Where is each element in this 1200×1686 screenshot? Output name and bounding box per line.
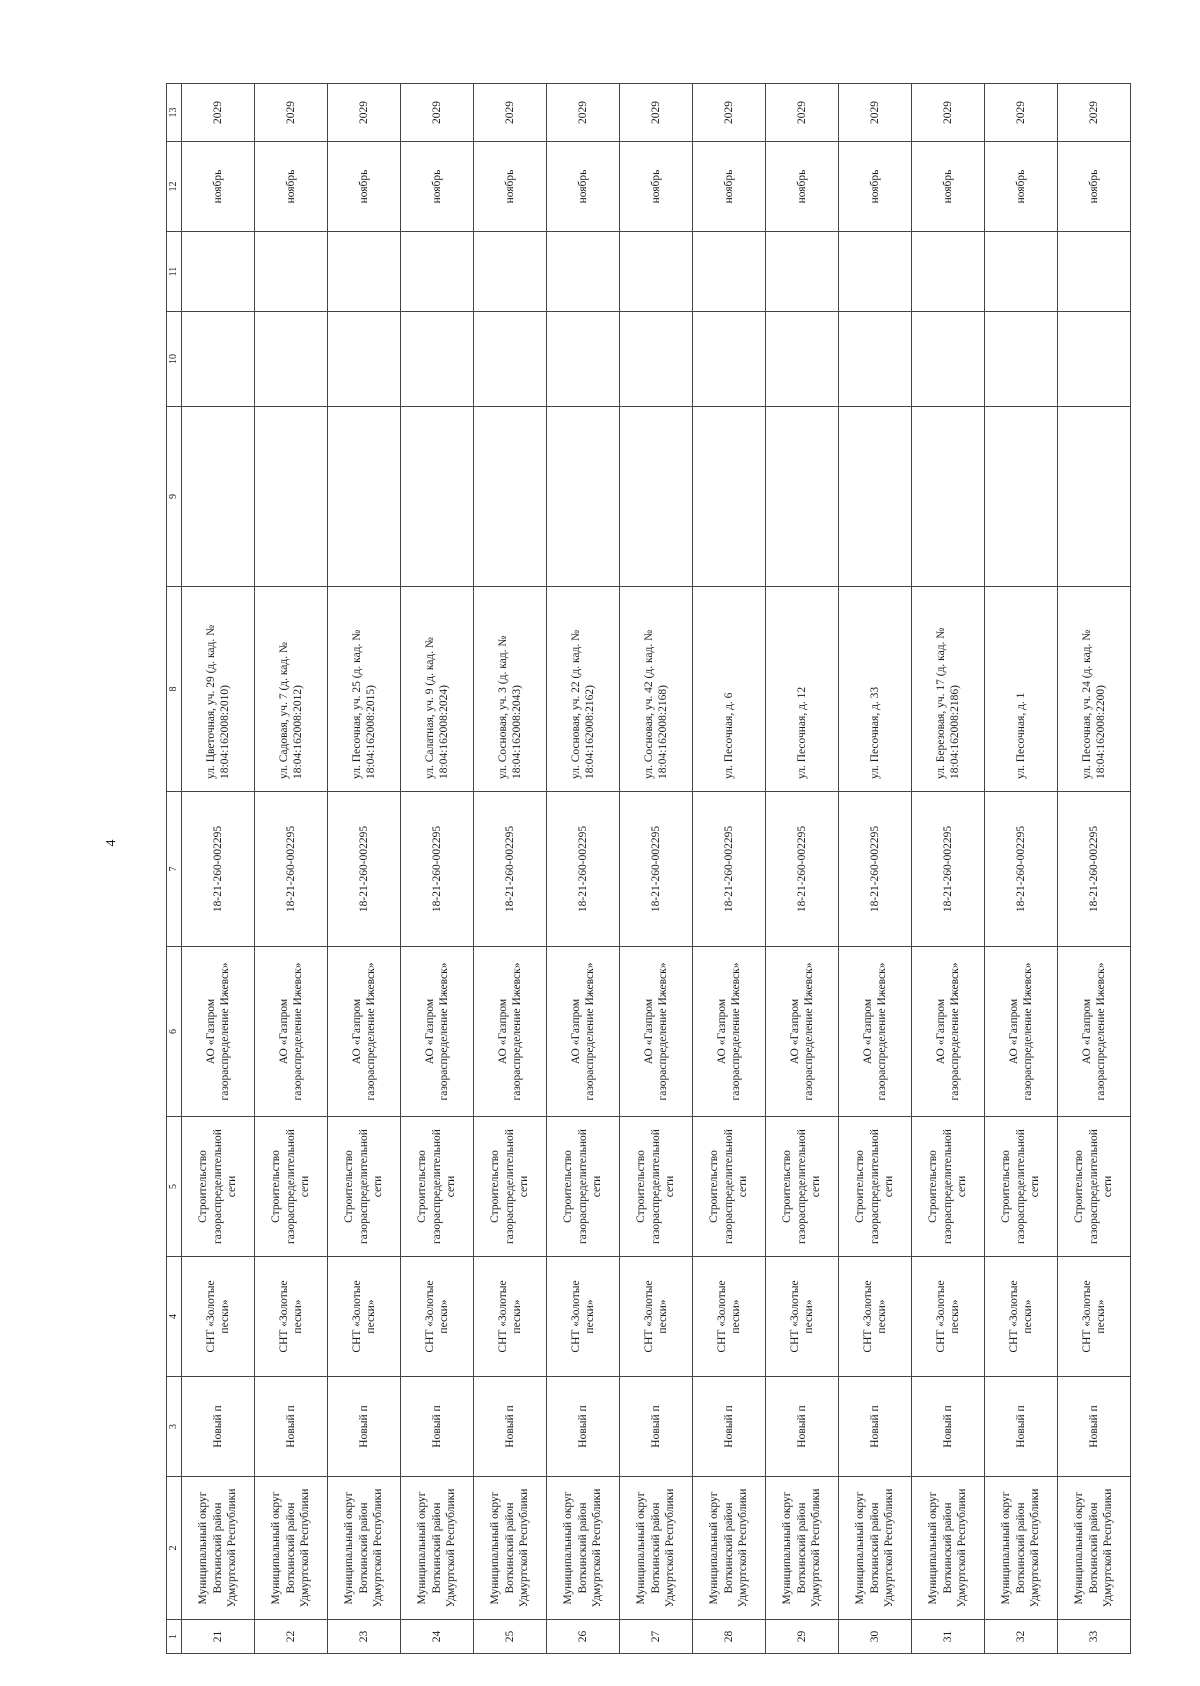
municipality-cell: Муниципальный округ Воткинский район Удмуртской Республики (693, 1477, 766, 1620)
organization-cell: АО «Газпром газораспределение Ижевск» (255, 947, 328, 1117)
address-cell: ул. Цветочная, уч. 29 (д. кад. № 18:04:162008:2010) (182, 587, 255, 792)
col9-cell (328, 407, 401, 587)
municipality-cell: Муниципальный округ Воткинский район Удмуртской Республики (839, 1477, 912, 1620)
municipality-cell: Муниципальный округ Воткинский район Удмуртской Республики (182, 1477, 255, 1620)
row-number-cell: 21 (182, 1620, 255, 1654)
address-cell: ул. Сосновая, уч. 3 (д. кад. № 18:04:162008:2043) (474, 587, 547, 792)
table-row (620, 84, 693, 1654)
municipality-cell: Муниципальный округ Воткинский район Удмуртской Республики (985, 1477, 1058, 1620)
page-number: 4 (104, 839, 119, 847)
col9-cell (985, 407, 1058, 587)
rotated-table-container (166, 84, 1115, 1654)
table-row (255, 84, 328, 1654)
col11-cell (474, 232, 547, 312)
col10-cell (693, 312, 766, 407)
municipality-cell: Муниципальный округ Воткинский район Удмуртской Республики (1058, 1477, 1131, 1620)
code-cell: 18-21-260-002295 (693, 792, 766, 947)
col11-cell (693, 232, 766, 312)
municipality-cell: Муниципальный округ Воткинский район Удмуртской Республики (912, 1477, 985, 1620)
row-number-cell: 23 (328, 1620, 401, 1654)
column-number-1: 1 (167, 1620, 182, 1654)
table-row (985, 84, 1058, 1654)
col11-cell (985, 232, 1058, 312)
work-type-cell: Строительство газораспределительной сети (985, 1117, 1058, 1257)
work-type-cell: Строительство газораспределительной сети (766, 1117, 839, 1257)
row-number-cell: 33 (1058, 1620, 1131, 1654)
column-number-11: 11 (167, 232, 182, 312)
snt-cell: СНТ «Золотые пески» (693, 1257, 766, 1377)
code-cell: 18-21-260-002295 (839, 792, 912, 947)
work-type-cell: Строительство газораспределительной сети (182, 1117, 255, 1257)
settlement-cell: Новый п (474, 1377, 547, 1477)
snt-cell: СНТ «Золотые пески» (1058, 1257, 1131, 1377)
municipality-cell: Муниципальный округ Воткинский район Удмуртской Республики (401, 1477, 474, 1620)
settlement-cell: Новый п (693, 1377, 766, 1477)
snt-cell: СНТ «Золотые пески» (547, 1257, 620, 1377)
snt-cell: СНТ «Золотые пески» (182, 1257, 255, 1377)
address-cell: ул. Садовая, уч. 7 (д. кад. № 18:04:162008:2012) (255, 587, 328, 792)
work-type-cell: Строительство газораспределительной сети (1058, 1117, 1131, 1257)
settlement-cell: Новый п (328, 1377, 401, 1477)
col10-cell (766, 312, 839, 407)
table-row (1058, 84, 1131, 1654)
work-type-cell: Строительство газораспределительной сети (255, 1117, 328, 1257)
row-number-cell: 24 (401, 1620, 474, 1654)
col9-cell (620, 407, 693, 587)
address-cell: ул. Песочная, д. 33 (839, 587, 912, 792)
settlement-cell: Новый п (839, 1377, 912, 1477)
municipality-cell: Муниципальный округ Воткинский район Удмуртской Республики (328, 1477, 401, 1620)
address-cell: ул. Песочная, д. 12 (766, 587, 839, 792)
year-cell: 2029 (1058, 84, 1131, 142)
municipality-cell: Муниципальный округ Воткинский район Удмуртской Республики (474, 1477, 547, 1620)
organization-cell: АО «Газпром газораспределение Ижевск» (985, 947, 1058, 1117)
code-cell: 18-21-260-002295 (1058, 792, 1131, 947)
col11-cell (401, 232, 474, 312)
settlement-cell: Новый п (547, 1377, 620, 1477)
organization-cell: АО «Газпром газораспределение Ижевск» (547, 947, 620, 1117)
snt-cell: СНТ «Золотые пески» (255, 1257, 328, 1377)
code-cell: 18-21-260-002295 (912, 792, 985, 947)
col10-cell (547, 312, 620, 407)
settlement-cell: Новый п (766, 1377, 839, 1477)
month-cell: ноябрь (1058, 142, 1131, 232)
column-number-6: 6 (167, 947, 182, 1117)
row-number-cell: 27 (620, 1620, 693, 1654)
year-cell: 2029 (547, 84, 620, 142)
col10-cell (1058, 312, 1131, 407)
year-cell: 2029 (401, 84, 474, 142)
col9-cell (255, 407, 328, 587)
col11-cell (912, 232, 985, 312)
col10-cell (912, 312, 985, 407)
col9-cell (766, 407, 839, 587)
address-cell: ул. Салатная, уч. 9 (д. кад. № 18:04:162008:2024) (401, 587, 474, 792)
code-cell: 18-21-260-002295 (255, 792, 328, 947)
col10-cell (255, 312, 328, 407)
col9-cell (401, 407, 474, 587)
col11-cell (1058, 232, 1131, 312)
col9-cell (1058, 407, 1131, 587)
table-row (474, 84, 547, 1654)
code-cell: 18-21-260-002295 (766, 792, 839, 947)
work-type-cell: Строительство газораспределительной сети (693, 1117, 766, 1257)
address-cell: ул. Березовая, уч. 17 (д. кад. № 18:04:162008:2186) (912, 587, 985, 792)
month-cell: ноябрь (766, 142, 839, 232)
col10-cell (474, 312, 547, 407)
year-cell: 2029 (912, 84, 985, 142)
organization-cell: АО «Газпром газораспределение Ижевск» (620, 947, 693, 1117)
col11-cell (839, 232, 912, 312)
work-type-cell: Строительство газораспределительной сети (839, 1117, 912, 1257)
table-row (839, 84, 912, 1654)
col9-cell (912, 407, 985, 587)
row-number-cell: 22 (255, 1620, 328, 1654)
column-number-8: 8 (167, 587, 182, 792)
municipality-cell: Муниципальный округ Воткинский район Удмуртской Республики (255, 1477, 328, 1620)
month-cell: ноябрь (985, 142, 1058, 232)
address-cell: ул. Песочная, д. 6 (693, 587, 766, 792)
month-cell: ноябрь (255, 142, 328, 232)
table-row (547, 84, 620, 1654)
row-number-cell: 25 (474, 1620, 547, 1654)
municipality-cell: Муниципальный округ Воткинский район Удмуртской Республики (620, 1477, 693, 1620)
row-number-cell: 29 (766, 1620, 839, 1654)
column-number-5: 5 (167, 1117, 182, 1257)
table-row (693, 84, 766, 1654)
month-cell: ноябрь (693, 142, 766, 232)
month-cell: ноябрь (328, 142, 401, 232)
table-row (766, 84, 839, 1654)
table-row (912, 84, 985, 1654)
organization-cell: АО «Газпром газораспределение Ижевск» (839, 947, 912, 1117)
code-cell: 18-21-260-002295 (620, 792, 693, 947)
organization-cell: АО «Газпром газораспределение Ижевск» (912, 947, 985, 1117)
col10-cell (620, 312, 693, 407)
month-cell: ноябрь (474, 142, 547, 232)
year-cell: 2029 (839, 84, 912, 142)
year-cell: 2029 (620, 84, 693, 142)
organization-cell: АО «Газпром газораспределение Ижевск» (328, 947, 401, 1117)
snt-cell: СНТ «Золотые пески» (401, 1257, 474, 1377)
work-type-cell: Строительство газораспределительной сети (474, 1117, 547, 1257)
snt-cell: СНТ «Золотые пески» (985, 1257, 1058, 1377)
settlement-cell: Новый п (255, 1377, 328, 1477)
month-cell: ноябрь (401, 142, 474, 232)
snt-cell: СНТ «Золотые пески» (620, 1257, 693, 1377)
work-type-cell: Строительство газораспределительной сети (328, 1117, 401, 1257)
month-cell: ноябрь (912, 142, 985, 232)
month-cell: ноябрь (182, 142, 255, 232)
table-row (182, 84, 255, 1654)
work-type-cell: Строительство газораспределительной сети (401, 1117, 474, 1257)
row-number-cell: 32 (985, 1620, 1058, 1654)
column-number-13: 13 (167, 84, 182, 142)
settlement-cell: Новый п (985, 1377, 1058, 1477)
col11-cell (182, 232, 255, 312)
table-row (328, 84, 401, 1654)
settlement-cell: Новый п (182, 1377, 255, 1477)
organization-cell: АО «Газпром газораспределение Ижевск» (1058, 947, 1131, 1117)
code-cell: 18-21-260-002295 (401, 792, 474, 947)
table-row (401, 84, 474, 1654)
settlement-cell: Новый п (620, 1377, 693, 1477)
row-number-cell: 28 (693, 1620, 766, 1654)
col10-cell (839, 312, 912, 407)
column-number-10: 10 (167, 312, 182, 407)
work-type-cell: Строительство газораспределительной сети (912, 1117, 985, 1257)
snt-cell: СНТ «Золотые пески» (766, 1257, 839, 1377)
municipality-cell: Муниципальный округ Воткинский район Удмуртской Республики (547, 1477, 620, 1620)
row-number-cell: 31 (912, 1620, 985, 1654)
month-cell: ноябрь (839, 142, 912, 232)
settlement-cell: Новый п (912, 1377, 985, 1477)
year-cell: 2029 (693, 84, 766, 142)
col9-cell (547, 407, 620, 587)
col10-cell (182, 312, 255, 407)
snt-cell: СНТ «Золотые пески» (474, 1257, 547, 1377)
schedule-table (166, 83, 1131, 1654)
row-number-cell: 26 (547, 1620, 620, 1654)
year-cell: 2029 (255, 84, 328, 142)
column-number-7: 7 (167, 792, 182, 947)
col9-cell (693, 407, 766, 587)
snt-cell: СНТ «Золотые пески» (839, 1257, 912, 1377)
year-cell: 2029 (474, 84, 547, 142)
municipality-cell: Муниципальный округ Воткинский район Удмуртской Республики (766, 1477, 839, 1620)
organization-cell: АО «Газпром газораспределение Ижевск» (401, 947, 474, 1117)
column-number-9: 9 (167, 407, 182, 587)
address-cell: ул. Сосновая, уч. 42 (д. кад. № 18:04:162008:2168) (620, 587, 693, 792)
work-type-cell: Строительство газораспределительной сети (547, 1117, 620, 1257)
year-cell: 2029 (328, 84, 401, 142)
col10-cell (985, 312, 1058, 407)
col9-cell (182, 407, 255, 587)
col11-cell (547, 232, 620, 312)
col11-cell (620, 232, 693, 312)
column-number-2: 2 (167, 1477, 182, 1620)
column-number-row (167, 84, 182, 1654)
col9-cell (474, 407, 547, 587)
year-cell: 2029 (182, 84, 255, 142)
col10-cell (328, 312, 401, 407)
organization-cell: АО «Газпром газораспределение Ижевск» (182, 947, 255, 1117)
code-cell: 18-21-260-002295 (547, 792, 620, 947)
snt-cell: СНТ «Золотые пески» (328, 1257, 401, 1377)
code-cell: 18-21-260-002295 (985, 792, 1058, 947)
organization-cell: АО «Газпром газораспределение Ижевск» (766, 947, 839, 1117)
year-cell: 2029 (766, 84, 839, 142)
settlement-cell: Новый п (401, 1377, 474, 1477)
document-page (166, 84, 1115, 1654)
col11-cell (766, 232, 839, 312)
work-type-cell: Строительство газораспределительной сети (620, 1117, 693, 1257)
address-cell: ул. Песочная, д. 1 (985, 587, 1058, 792)
month-cell: ноябрь (620, 142, 693, 232)
table-body (182, 84, 1131, 1654)
organization-cell: АО «Газпром газораспределение Ижевск» (693, 947, 766, 1117)
year-cell: 2029 (985, 84, 1058, 142)
column-number-4: 4 (167, 1257, 182, 1377)
row-number-cell: 30 (839, 1620, 912, 1654)
address-cell: ул. Песочная, уч. 25 (д. кад. № 18:04:162008:2015) (328, 587, 401, 792)
col11-cell (328, 232, 401, 312)
address-cell: ул. Песочная, уч. 24 (д. кад. № 18:04:162008:2200) (1058, 587, 1131, 792)
snt-cell: СНТ «Золотые пески» (912, 1257, 985, 1377)
organization-cell: АО «Газпром газораспределение Ижевск» (474, 947, 547, 1117)
column-number-12: 12 (167, 142, 182, 232)
settlement-cell: Новый п (1058, 1377, 1131, 1477)
column-number-3: 3 (167, 1377, 182, 1477)
code-cell: 18-21-260-002295 (182, 792, 255, 947)
col11-cell (255, 232, 328, 312)
col9-cell (839, 407, 912, 587)
address-cell: ул. Сосновая, уч. 22 (д. кад. № 18:04:162008:2162) (547, 587, 620, 792)
code-cell: 18-21-260-002295 (474, 792, 547, 947)
col10-cell (401, 312, 474, 407)
code-cell: 18-21-260-002295 (328, 792, 401, 947)
month-cell: ноябрь (547, 142, 620, 232)
